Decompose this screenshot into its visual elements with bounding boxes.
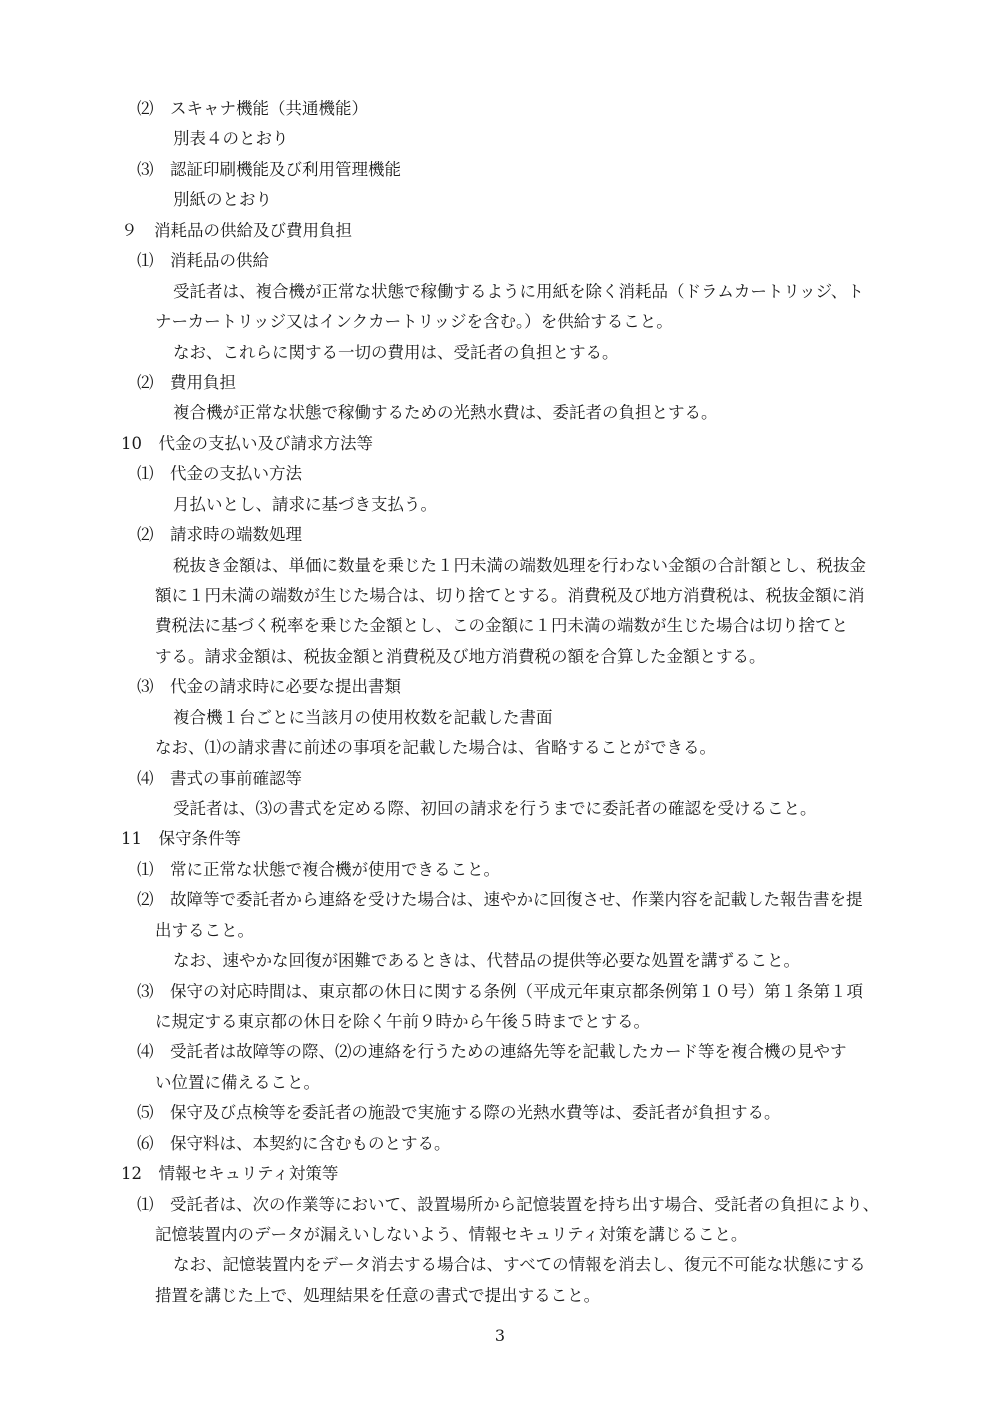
list-item: ⑷ 受託者は故障等の際、⑵の連絡を行うための連絡先等を記載したカード等を複合機の見やす (137, 1042, 847, 1061)
body-text: 出すること。 (155, 921, 254, 940)
body-text: ナーカートリッジ又はインクカートリッジを含む。）を供給すること。 (155, 312, 673, 331)
list-item: ⑸ 保守及び点検等を委託者の施設で実施する際の光熱水費等は、委託者が負担する。 (137, 1103, 781, 1122)
list-item: ⑹ 保守料は、本契約に含むものとする。 (137, 1134, 451, 1153)
body-text: なお、これらに関する一切の費用は、受託者の負担とする。 (173, 343, 619, 362)
subsection-heading: ⑵ 費用負担 (137, 373, 236, 392)
body-text: 月払いとし、請求に基づき支払う。 (173, 495, 437, 514)
body-text: 複合機が正常な状態で稼働するための光熱水費は、委託者の負担とする。 (173, 403, 718, 422)
list-item: ⑴ 常に正常な状態で複合機が使用できること。 (137, 860, 500, 879)
subsection-heading: ⑶ 代金の請求時に必要な提出書類 (137, 677, 401, 696)
body-text: 措置を講じた上で、処理結果を任意の書式で提出すること。 (155, 1286, 601, 1305)
section-heading: 10 代金の支払い及び請求方法等 (121, 434, 373, 453)
body-text: 複合機１台ごとに当該月の使用枚数を記載した書面 (173, 708, 553, 727)
list-item: ⑴ 受託者は、次の作業等において、設置場所から記憶装置を持ち出す場合、受託者の負担により、 (137, 1195, 880, 1214)
subsection-heading: ⑵ 請求時の端数処理 (137, 525, 302, 544)
body-text: い位置に備えること。 (155, 1073, 320, 1092)
body-text: 費税法に基づく税率を乗じた金額とし、この金額に１円未満の端数が生じた場合は切り捨てと (155, 616, 848, 635)
body-text: に規定する東京都の休日を除く午前９時から午後５時までとする。 (155, 1012, 650, 1031)
body-text: 別紙のとおり (173, 190, 272, 209)
subsection-heading: ⑶ 認証印刷機能及び利用管理機能 (137, 160, 401, 179)
body-text: なお、速やかな回復が困難であるときは、代替品の提供等必要な処置を講ずること。 (173, 951, 800, 970)
subsection-heading: ⑴ 消耗品の供給 (137, 251, 269, 270)
body-text: 額に１円未満の端数が生じた場合は、切り捨てとする。消費税及び地方消費税は、税抜金額に消 (155, 586, 865, 605)
body-text: 受託者は、複合機が正常な状態で稼働するように用紙を除く消耗品（ドラムカートリッジ、ト (173, 282, 864, 301)
list-item: ⑶ 保守の対応時間は、東京都の休日に関する条例（平成元年東京都条例第１０号）第１条第１項 (137, 982, 863, 1001)
body-text: 受託者は、⑶の書式を定める際、初回の請求を行うまでに委託者の確認を受けること。 (173, 799, 817, 818)
body-text: する。請求金額は、税抜金額と消費税及び地方消費税の額を合算した金額とする。 (155, 647, 766, 666)
page-number: 3 (494, 1326, 506, 1345)
section-heading: ９ 消耗品の供給及び費用負担 (121, 221, 352, 240)
subsection-heading: ⑴ 代金の支払い方法 (137, 464, 302, 483)
section-heading: 11 保守条件等 (121, 829, 241, 848)
body-text: 税抜き金額は、単価に数量を乗じた１円未満の端数処理を行わない金額の合計額とし、税抜金 (173, 556, 866, 575)
body-text: なお、⑴の請求書に前述の事項を記載した場合は、省略することができる。 (155, 738, 716, 757)
body-text: なお、記憶装置内をデータ消去する場合は、すべての情報を消去し、復元不可能な状態にする (173, 1255, 866, 1274)
body-text: 記憶装置内のデータが漏えいしないよう、情報セキュリティ対策を講じること。 (155, 1225, 748, 1244)
subsection-heading: ⑷ 書式の事前確認等 (137, 769, 302, 788)
section-heading: 12 情報セキュリティ対策等 (121, 1164, 339, 1183)
body-text: 別表４のとおり (173, 129, 289, 148)
list-item: ⑵ 故障等で委託者から連絡を受けた場合は、速やかに回復させ、作業内容を記載した報告書を提 (137, 890, 863, 909)
subsection-heading: ⑵ スキャナ機能（共通機能） (137, 99, 368, 118)
